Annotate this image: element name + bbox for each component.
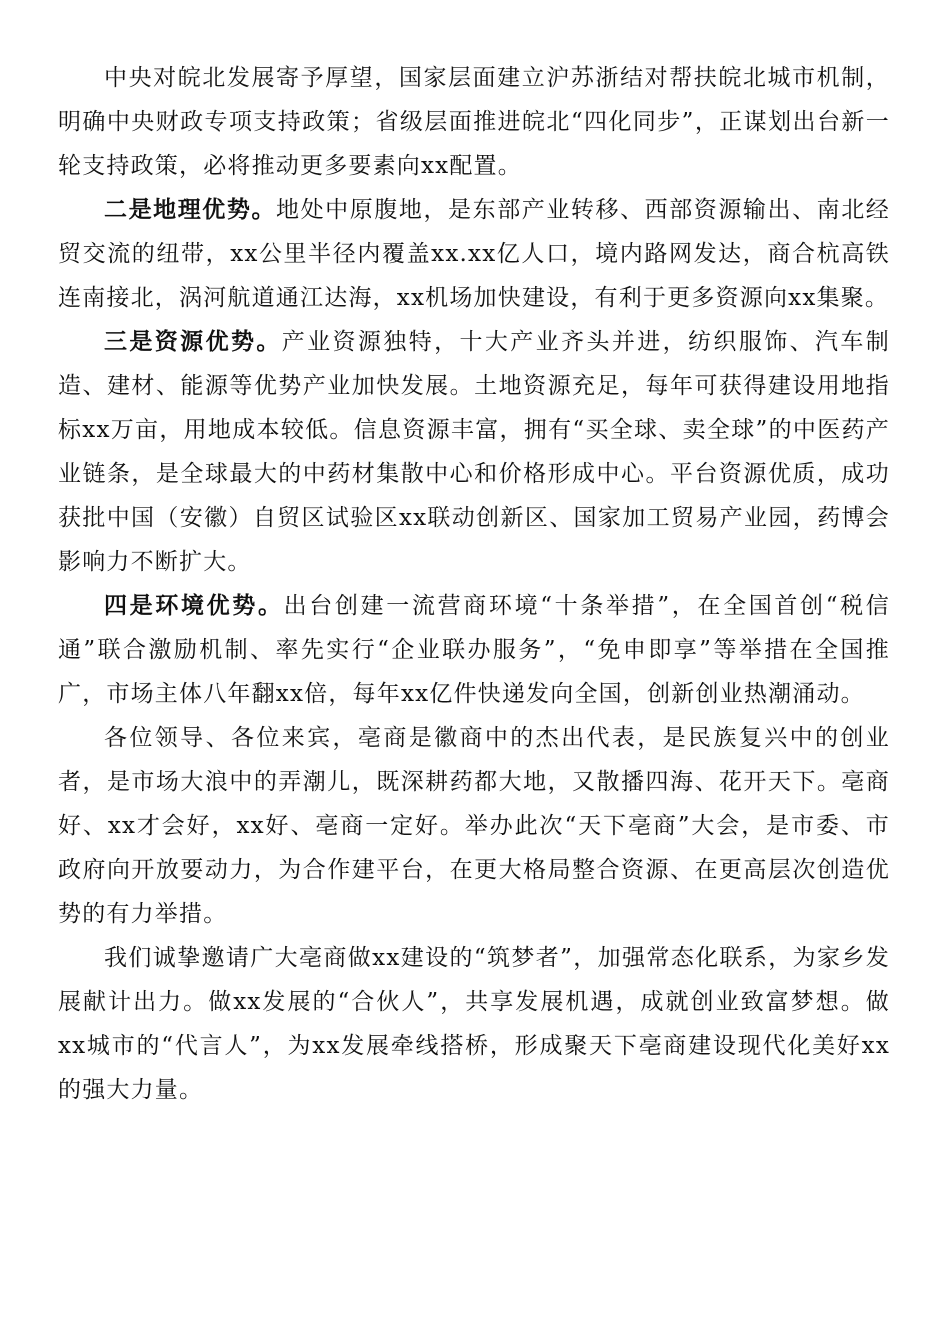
paragraph-central-support [58, 56, 890, 188]
paragraph-resource-advantage [58, 320, 890, 584]
paragraph-environment-advantage [58, 584, 890, 716]
document-body [58, 56, 890, 1112]
paragraph-text: 我们诚挚邀请广大亳商做xx建设的“筑梦者”，加强常态化联系，为家乡发展献计出力。做xx发展的“合伙人”，共享发展机遇，成就创业致富梦想。做xx城市的“代言人”，为xx发展牵线搭桥，形成聚天下亳商建设现代化美好xx的强大力量。 [58, 945, 890, 1103]
paragraph-geographic-advantage [58, 188, 890, 320]
paragraph-text: 出台创建一流营商环境“十条举措”，在全国首创“税信通”联合激励机制、率先实行“企业联办服务”，“免申即享”等举措在全国推广，市场主体八年翻xx倍，每年xx亿件快递发向全国，创新创业热潮涌动。 [58, 593, 890, 707]
paragraph-address-guests [58, 716, 890, 936]
paragraph-text: 地处中原腹地，是东部产业转移、西部资源输出、南北经贸交流的纽带，xx公里半径内覆盖xx.xx亿人口，境内路网发达，商合杭高铁连南接北，涡河航道通江达海，xx机场加快建设，有利于更多资源向xx集聚。 [58, 197, 891, 311]
paragraph-text: 各位领导、各位来宾，亳商是徽商中的杰出代表，是民族复兴中的创业者，是市场大浪中的弄潮儿，既深耕药都大地，又散播四海、花开天下。亳商好、xx才会好，xx好、亳商一定好。举办此次“天下亳商”大会，是市委、市政府向开放要动力，为合作建平台，在更大格局整合资源、在更高层次创造优势的有力举措。 [58, 725, 890, 927]
paragraph-lead: 二是地理优势。 [104, 196, 277, 223]
paragraph-invitation [58, 936, 890, 1112]
paragraph-text: 产业资源独特，十大产业齐头并进，纺织服饰、汽车制造、建材、能源等优势产业加快发展。土地资源充足，每年可获得建设用地指标xx万亩，用地成本较低。信息资源丰富，拥有“买全球、卖全球”的中医药产业链条，是全球最大的中药材集散中心和价格形成中心。平台资源优质，成功获批中国（安徽）自贸区试验区xx联动创新区、国家加工贸易产业园，药博会影响力不断扩大。 [58, 329, 890, 575]
paragraph-lead: 四是环境优势。 [104, 592, 284, 619]
paragraph-text: 中央对皖北发展寄予厚望，国家层面建立沪苏浙结对帮扶皖北城市机制，明确中央财政专项支持政策；省级层面推进皖北“四化同步”，正谋划出台新一轮支持政策，必将推动更多要素向xx配置。 [58, 65, 890, 179]
paragraph-lead: 三是资源优势。 [104, 328, 282, 355]
